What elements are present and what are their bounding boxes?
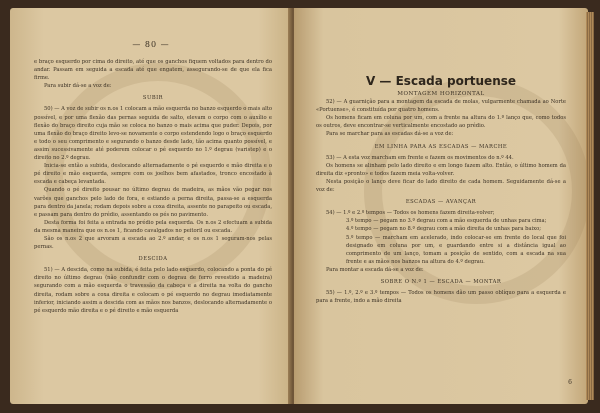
paragraph: e braço esquerdo por cima do direito, até que os ganchos fiquem voltados para dentro do andar. Passam em seguida a escada até que engatem, assegurando-se de que ela fica firme.	[34, 59, 272, 82]
section-heading: EM LINHA PARA AS ESCADAS — MARCHE	[374, 143, 508, 150]
paragraph: 53) — A esta voz marcham em frente e fazem os movimentos do n.º 44.	[326, 154, 514, 161]
section-heading: ESCADAS — AVANÇAR	[405, 199, 477, 206]
paragraph: São os n.os 2 que arvoram a escada ao 2.º andar, e os n.os 1 seguram-nos pelas pernas.	[34, 235, 272, 251]
paragraph: 51) — A descida, como na subida, é feita pelo lado esquerdo, colocando a ponta do pé direito no último degrau (não confundir com o degrau de ferro revestido a madeira) segurando com a mão esquerda o travessão da cabeça e a direita na volta do gancho direita, rodam sobre a coxa direita e colocam o pé esquerdo no degrau imediatamente inferior, iniciando assim a descida com as mãos nos banzos, deslocando alternadamente o pé esquerdo mão direita e o pé direito e mão esquerda	[34, 267, 272, 314]
left-page	[10, 8, 292, 404]
right-text	[316, 90, 566, 305]
section-heading: MONTAGEM HORIZONTAL	[397, 91, 485, 97]
paragraph: Para montar a escada dá-se a voz de:	[326, 266, 424, 273]
list-item: 4.º tempo — pegam no 8.º degrau com a mão direita de unhas para baixo;	[346, 226, 541, 233]
page-edges	[586, 12, 594, 400]
page-number: — 80 —	[132, 40, 170, 49]
chapter-title: V — Escada portuense	[365, 74, 517, 88]
paragraph: Os homens ficam em coluna por um, com a frente na altura do 1.º lanço que, como todos os outros, deve encontrar-se verticalmente encostado ao prédio.	[316, 115, 566, 130]
section-heading: SOBRE O N.º 1 — ESCADA — MONTAR	[380, 278, 502, 285]
right-page	[294, 8, 588, 404]
paragraph: Para se marchar para as escadas dá-se a voz de:	[326, 131, 454, 138]
paragraph: 52) — A guarnição para a montagem da escada de molas, vulgarmente chamada ao Norte «Portuense», é constituída por quatro homens.	[316, 99, 566, 114]
open-book	[4, 2, 596, 410]
paragraph: 55) — 1.º, 2.º e 3.º tempos — Todos os homens dão um passo oblíquo para a esquerda e para a frente, indo a mão direita	[316, 290, 566, 305]
left-text	[34, 58, 272, 315]
list-item: 5.º tempo — marcham em acelerado, indo colocar-se em frente do local que foi designado em coluna por um, e guardando entre si a distância igual ao comprimento de um lanço, tomam a posição de sentido, com a escada na sua frente e as mãos nos banzos na altura do 4.º degrau.	[346, 234, 566, 265]
paragraph: 50) — A voz de subir os n.os 1 colocam a mão esquerda no banzo esquerdo o mais alto possível, e por uma flexão das pernas seguida de salto, elevam o corpo com o auxílio e flexão do braço direito cuja mão se coloca no banzo o mais acima que puder. Depois, por uma flexão do braço direito levo-se novamente o corpo estendendo logo o braço esquerdo e todo o seu comprimento e segurando o banzo desde lado, tão acima quanto possível, e assim sucessivamente até poderem colocar o pé esquerdo no 1.º degrau (varistep) e o direito no 2.º degrau.	[34, 106, 272, 162]
paragraph: Quando o pé direito pousar no último degrau de madeira, as mãos vão pegar nos varões que ganchos pelo lado de fora, e estiando a perna direita, passa-se a esquerda para dentro da janela; rodam depois sobre a coxa direita, assente no parapeito ou escada, e passam para dentro do prédio, assentando os pés no pavimento.	[34, 187, 272, 218]
paragraph: Para subir dá-se a voz de:	[44, 83, 112, 90]
section-heading: DESCIDA	[138, 256, 168, 263]
section-heading: SUBIR	[142, 95, 164, 102]
paragraph: Desta forma foi feita a entrada no prédio pela esquerda. Os n.os 2 efectuam a subida da mesma maneira que os n.os 1, ficando cavalgados no peitoril ou escada.	[34, 219, 272, 234]
list-item: 3.º tempo — pegam no 3.º degrau com a mão esquerda de unhas para cima;	[346, 218, 547, 225]
paragraph: Inicia-se então a subida, deslocando alternadamente o pé esquerdo e mão direita e o pé direito e mão esquerda, sempre com os joelhos bem afastados, tronco encostado à escada e cabeça levantada.	[34, 163, 272, 186]
paragraph: Nesta posição o lanço deve ficar do lado direito de cada homem. Seguidamente dá-se a voz de:	[316, 178, 566, 194]
paragraph: Os homens se alinham pelo lado direito e em longo fazem alto. Então, o último homem da direita diz «pronto» e todos fazem meia volta-volver.	[316, 162, 566, 177]
list-item: 54) — 1.º e 2.º tempos — Todos os homens fazem direita-volver;	[326, 210, 495, 217]
page-footnote: 6	[568, 379, 572, 386]
